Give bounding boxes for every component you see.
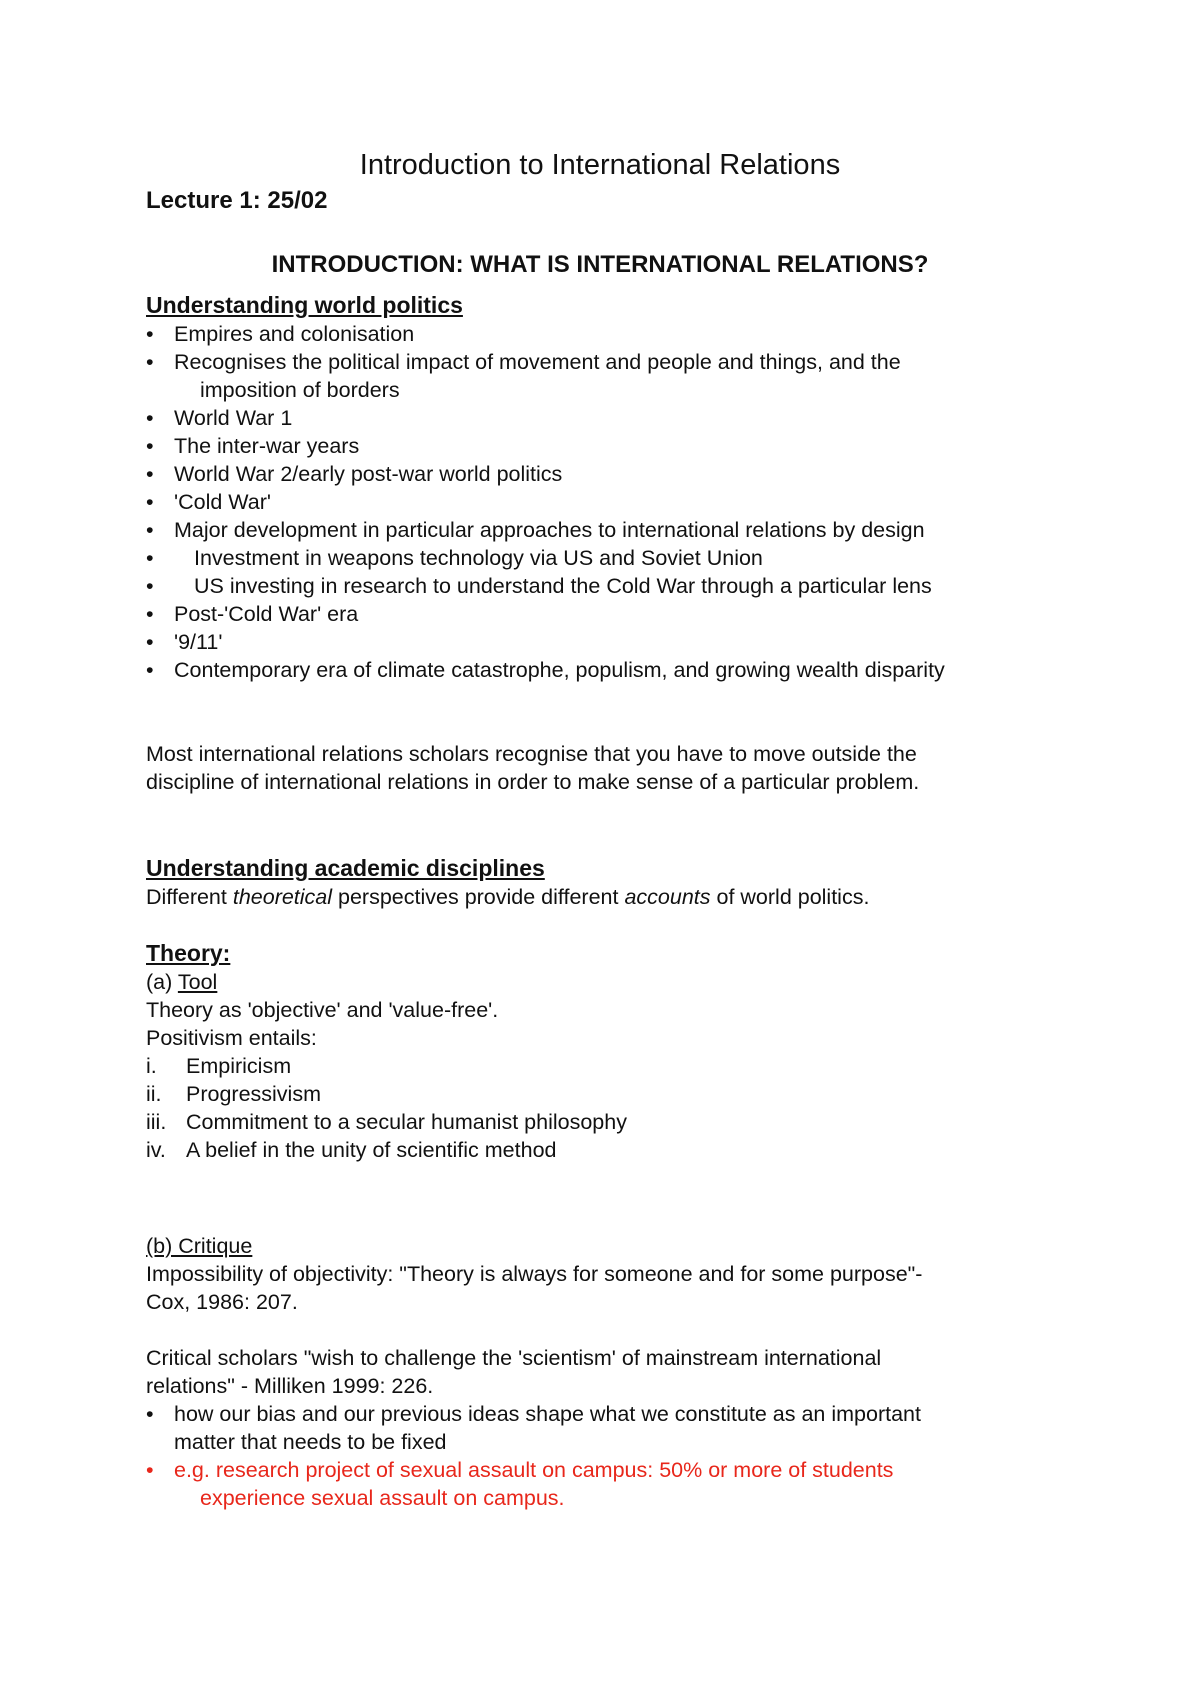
critical-list <box>146 1400 1076 1512</box>
list-item: • Contemporary era of climate catastrophe, populism, and growing wealth disparity <box>146 658 945 682</box>
main-heading: INTRODUCTION: WHAT IS INTERNATIONAL RELATIONS? <box>271 251 929 278</box>
section-heading: Understanding academic disciplines <box>146 855 545 881</box>
list-item: i. Empiricism <box>146 1054 292 1078</box>
section-heading: Theory: <box>146 940 231 966</box>
list-item: • Post-'Cold War' era <box>146 602 359 626</box>
positivism-list <box>146 1052 1076 1164</box>
list-item: • Major development in particular approaches to international relations by design <box>146 518 925 542</box>
list-item: iv. A belief in the unity of scientific method <box>146 1138 557 1162</box>
list-item: • Recognises the political impact of movement and people and things, and the <box>146 350 901 374</box>
paragraph-line: Most international relations scholars recognise that you have to move outside the <box>146 742 917 766</box>
paragraph-line: Positivism entails: <box>146 1026 317 1050</box>
list-item: • US investing in research to understand the Cold War through a particular lens <box>146 574 932 598</box>
section-theory <box>146 938 1076 1164</box>
list-item-continuation: imposition of borders <box>200 378 400 402</box>
paragraph-line: relations" - Milliken 1999: 226. <box>146 1374 434 1398</box>
section-heading: Understanding world politics <box>146 292 463 318</box>
paragraph-line: Theory as 'objective' and 'value-free'. <box>146 998 499 1022</box>
section-world-politics <box>146 290 1076 684</box>
paragraph-scholars <box>146 740 1076 796</box>
section-critique <box>146 1232 1076 1316</box>
paragraph-line: Cox, 1986: 207. <box>146 1290 298 1314</box>
list-item: iii. Commitment to a secular humanist philosophy <box>146 1110 627 1134</box>
lecture-label: Lecture 1: 25/02 <box>146 187 328 214</box>
document-title: Introduction to International Relations <box>359 149 841 181</box>
subheading-tool: (a) Tool <box>146 970 218 994</box>
section-academic-disciplines <box>146 853 1076 911</box>
list-item: • Empires and colonisation <box>146 322 415 346</box>
paragraph-line: discipline of international relations in order to make sense of a particular problem. <box>146 770 920 794</box>
list-item: • how our bias and our previous ideas shape what we constitute as an important <box>146 1402 921 1426</box>
list-item: • 'Cold War' <box>146 490 272 514</box>
paragraph-line: Critical scholars "wish to challenge the 'scientism' of mainstream international <box>146 1346 882 1370</box>
list-item-highlight: • e.g. research project of sexual assault on campus: 50% or more of students <box>146 1458 894 1482</box>
list-item: • Investment in weapons technology via US and Soviet Union <box>146 546 763 570</box>
list-item-highlight-continuation: experience sexual assault on campus. <box>200 1486 565 1510</box>
section-critical-scholars <box>146 1344 1076 1512</box>
world-politics-list <box>146 320 1076 684</box>
paragraph-line: Impossibility of objectivity: "Theory is always for someone and for some purpose"- <box>146 1262 923 1286</box>
list-item: • World War 1 <box>146 406 293 430</box>
list-item: • The inter-war years <box>146 434 360 458</box>
subheading-critique: (b) Critique <box>146 1234 253 1258</box>
list-item: ii. Progressivism <box>146 1082 321 1106</box>
paragraph-line: Different theoretical perspectives provide different accounts of world politics. <box>146 885 870 909</box>
list-item: • World War 2/early post-war world politics <box>146 462 563 486</box>
list-item-continuation: matter that needs to be fixed <box>174 1430 447 1454</box>
list-item: • '9/11' <box>146 630 223 654</box>
